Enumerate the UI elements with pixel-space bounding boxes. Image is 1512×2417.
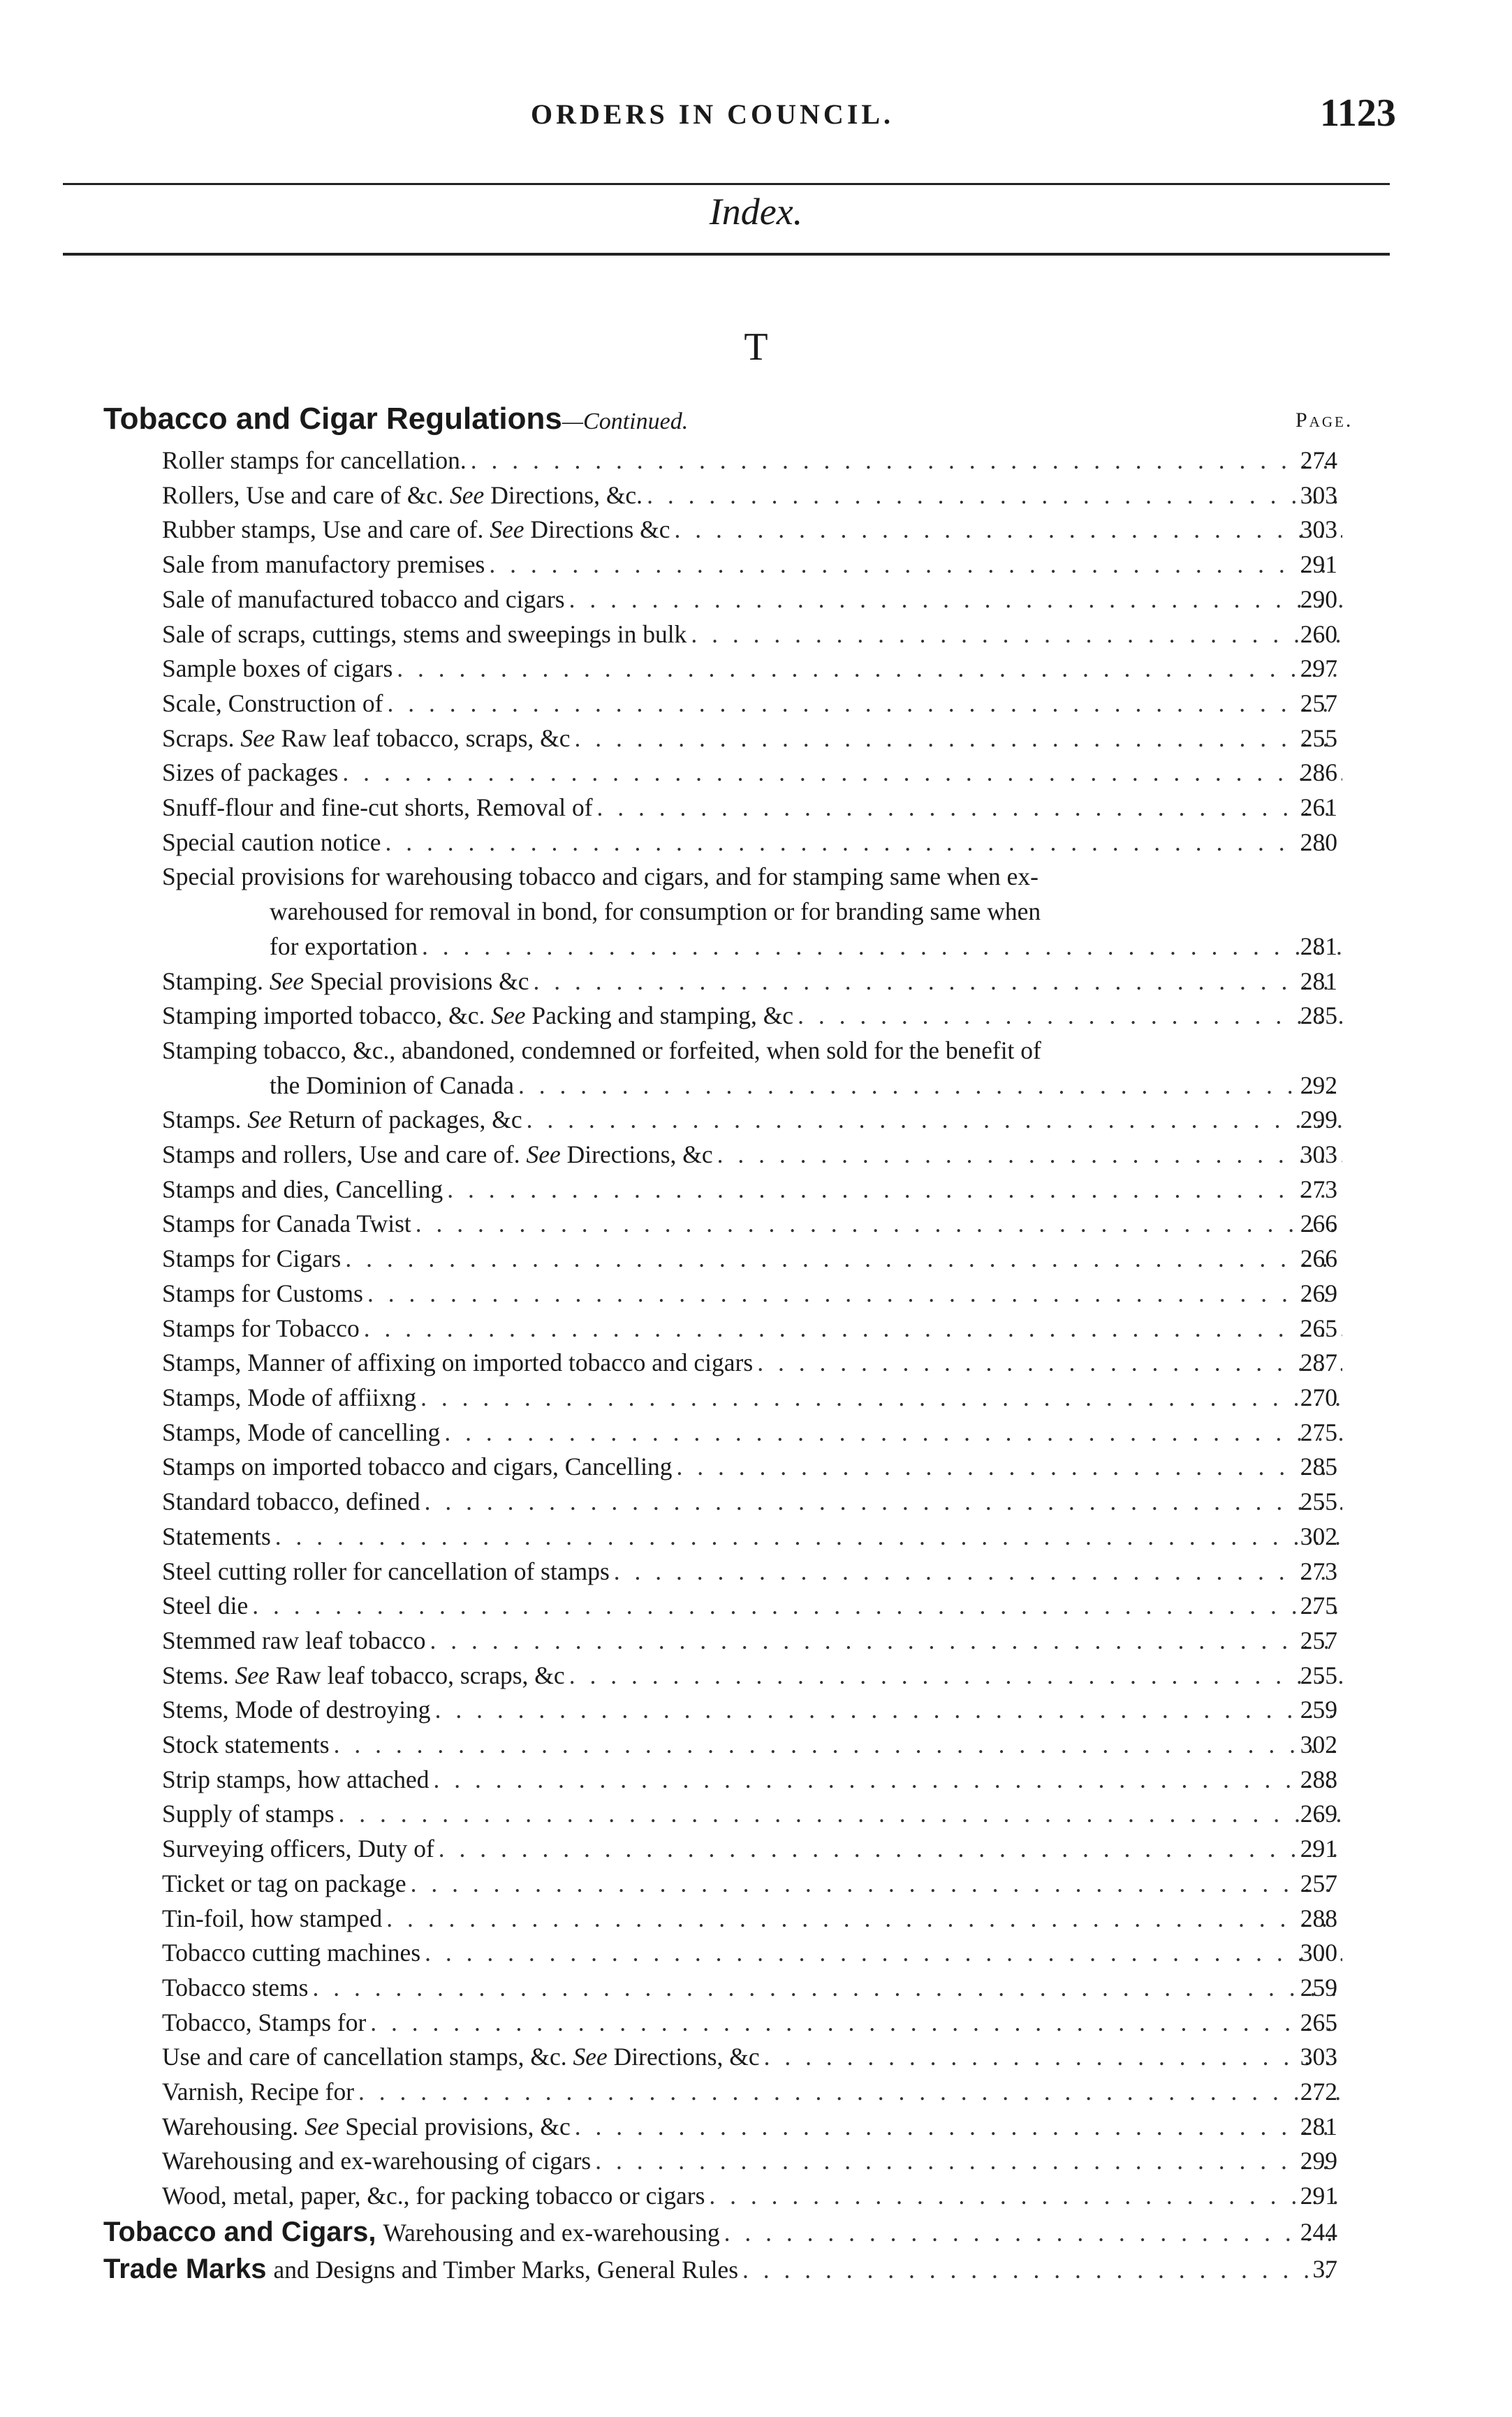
- dot-leader: [387, 686, 1342, 721]
- dot-leader: [439, 1832, 1342, 1867]
- see-reference-label: See: [490, 515, 524, 544]
- entry-text: [162, 1416, 440, 1450]
- entry-title: Warehousing.: [162, 2112, 299, 2140]
- entry-text: [162, 2006, 366, 2041]
- entry-heading: Tobacco and Cigars,: [103, 2216, 376, 2247]
- see-reference-label: See: [247, 1105, 282, 1134]
- index-entry: [0, 478, 1346, 513]
- index-entry: [0, 1103, 1346, 1138]
- entry-text: [162, 513, 670, 548]
- see-reference-label: See: [573, 2043, 608, 2071]
- entry-page: 269: [1300, 1800, 1337, 1828]
- dot-leader: [370, 2006, 1342, 2041]
- dot-leader: [364, 1312, 1342, 1346]
- entry-page: 244: [1300, 2217, 1337, 2246]
- entry-page: 303: [1300, 515, 1337, 544]
- entry-title: Scale, Construction of: [162, 689, 383, 717]
- dot-leader: [411, 1867, 1342, 1902]
- entry-text: [162, 1659, 565, 1694]
- index-entry: [0, 548, 1346, 582]
- index-entry: [0, 617, 1346, 652]
- entry-page: 265: [1300, 2008, 1337, 2036]
- entries-group-1: [0, 443, 1512, 860]
- entry-text: [162, 1138, 713, 1173]
- dot-leader: [724, 2214, 1342, 2251]
- entry-page: 288: [1300, 1904, 1337, 1932]
- entry-title: Strip stamps, how attached: [162, 1765, 430, 1793]
- entry-page: 266: [1300, 1244, 1337, 1273]
- entry-page: 269: [1300, 1279, 1337, 1307]
- entry-title: Standard tobacco, defined: [162, 1487, 420, 1516]
- entry-title: Sale from manufactory premises: [162, 550, 485, 579]
- entry-page: 299: [1300, 2147, 1337, 2175]
- entry-page: 281: [1300, 2112, 1337, 2140]
- dot-leader: [430, 1624, 1342, 1659]
- dot-leader: [420, 1381, 1342, 1416]
- see-reference-target: Directions, &c: [613, 2043, 760, 2071]
- see-reference-label: See: [240, 723, 275, 752]
- entry-page: 255: [1300, 1487, 1337, 1516]
- entry-text: [162, 548, 485, 582]
- entry-title: Stems, Mode of destroying: [162, 1696, 431, 1724]
- entry-page: 302: [1300, 1731, 1337, 1759]
- index-entry: [0, 1832, 1346, 1867]
- entry-title: Steel cutting roller for cancellation of stamps: [162, 1557, 610, 1585]
- entry-page: 275: [1300, 1418, 1337, 1446]
- entry-line: the Dominion of Canada: [270, 1071, 514, 1099]
- dot-leader: [275, 1520, 1342, 1555]
- dot-leader: [444, 1416, 1342, 1450]
- entry-title: Surveying officers, Duty of: [162, 1835, 434, 1863]
- index-entry: [0, 1346, 1346, 1381]
- dot-leader: [798, 999, 1342, 1034]
- dot-leader: [385, 825, 1342, 860]
- entry-page: 290: [1300, 585, 1337, 613]
- entry-page: 270: [1300, 1383, 1337, 1411]
- entry-line: Stamping tobacco, &c., abandoned, condemned or forfeited, when sold for the benefit of: [162, 1036, 1041, 1064]
- entry-page: 291: [1300, 550, 1337, 579]
- entries-group-2: [0, 964, 1512, 1034]
- see-reference-label: See: [526, 1140, 561, 1169]
- entry-page: 261: [1300, 793, 1337, 822]
- entry-text: [162, 1832, 434, 1867]
- see-reference-label: See: [304, 2112, 339, 2140]
- index-entry: [0, 2006, 1346, 2041]
- entry-text: [162, 1624, 426, 1659]
- see-reference-label: See: [269, 967, 304, 995]
- dot-leader: [342, 756, 1342, 791]
- entry-page: 285: [1300, 1453, 1337, 1481]
- running-title: ORDERS IN COUNCIL.: [531, 98, 895, 130]
- dot-leader: [447, 1173, 1342, 1207]
- index-entry: [0, 1173, 1346, 1207]
- entry-text: [162, 1867, 406, 1902]
- page-column-label: Page.: [1296, 409, 1353, 432]
- dot-leader: [425, 1936, 1342, 1971]
- index-entry-multiline: [0, 860, 1346, 964]
- dot-leader: [358, 2075, 1342, 2110]
- entry-page: 302: [1300, 1522, 1337, 1550]
- dot-leader: [345, 1242, 1342, 1277]
- index-entry: [0, 513, 1346, 548]
- entry-title: Ticket or tag on package: [162, 1869, 406, 1897]
- dot-leader: [595, 2144, 1342, 2179]
- entry-title: Stamps for Tobacco: [162, 1314, 360, 1342]
- entry-page: 257: [1300, 1626, 1337, 1654]
- dot-leader: [435, 1693, 1342, 1728]
- entry-text: [162, 721, 571, 756]
- see-reference-target: Directions &c: [530, 515, 670, 544]
- entry-title: Rollers, Use and care of &c.: [162, 480, 444, 509]
- entry-title: Tin-foil, how stamped: [162, 1904, 383, 1932]
- dot-leader: [527, 1103, 1342, 1138]
- entry-text: [162, 825, 381, 860]
- dot-leader: [757, 1346, 1342, 1381]
- dot-leader: [575, 721, 1342, 756]
- entry-title: Supply of stamps: [162, 1800, 335, 1828]
- entry-page: 297: [1300, 654, 1337, 683]
- section-rule: [63, 253, 1390, 256]
- entry-page: 273: [1300, 1557, 1337, 1585]
- entry-text: [162, 2075, 354, 2110]
- dot-leader: [534, 964, 1342, 999]
- see-reference-target: Raw leaf tobacco, scraps, &c: [281, 723, 571, 752]
- dot-leader: [742, 2251, 1342, 2288]
- index-entry: [0, 1867, 1346, 1902]
- top-level-entry: [0, 2251, 1346, 2288]
- dot-leader: [575, 2110, 1342, 2145]
- index-entry: [0, 1763, 1346, 1798]
- entry-text: [162, 1728, 330, 1763]
- entry-text: [162, 1693, 431, 1728]
- entry-page: 255: [1300, 1661, 1337, 1689]
- entry-title: Sample boxes of cigars: [162, 654, 393, 683]
- entry-text: [162, 1173, 443, 1207]
- see-reference-target: Raw leaf tobacco, scraps, &c: [275, 1661, 565, 1689]
- entry-text: [162, 791, 593, 825]
- entry-text: [162, 1277, 363, 1312]
- index-entry: [0, 1659, 1346, 1694]
- entry-title: Stamps for Cigars: [162, 1244, 342, 1273]
- index-entry-multiline: [0, 1034, 1346, 1103]
- index-entry: [0, 1242, 1346, 1277]
- index-entry: [0, 1207, 1346, 1242]
- index-entry: [0, 1138, 1346, 1173]
- index-entry: [0, 1589, 1346, 1624]
- entry-page: 260: [1300, 619, 1337, 648]
- dot-leader: [677, 1450, 1342, 1485]
- entry-page: 272: [1300, 2078, 1337, 2106]
- entry-page: 37: [1312, 2254, 1337, 2283]
- entry-line: for exportation: [270, 932, 418, 960]
- dot-leader: [691, 617, 1342, 652]
- entry-title: Stamps on imported tobacco and cigars, Cancelling: [162, 1453, 673, 1481]
- entry-title: Use and care of cancellation stamps, &c.: [162, 2043, 567, 2071]
- entry-title: Snuff-flour and fine-cut shorts, Removal of: [162, 793, 593, 822]
- index-entry: [0, 686, 1346, 721]
- entry-page: 275: [1300, 1592, 1337, 1620]
- entry-title: Stamps for Canada Twist: [162, 1210, 411, 1238]
- index-entry: [0, 2075, 1346, 2110]
- dot-leader: [397, 652, 1342, 686]
- entry-title: Stemmed raw leaf tobacco: [162, 1626, 426, 1654]
- dot-leader: [717, 1138, 1342, 1173]
- index-entry: [0, 1971, 1346, 2006]
- top-level-entry: [0, 2214, 1346, 2251]
- entry-text: [162, 1971, 308, 2006]
- entry-title: Stamps.: [162, 1105, 242, 1134]
- entry-text: [162, 1555, 610, 1589]
- entry-continuation: [162, 1068, 1346, 1103]
- dot-leader: [416, 1207, 1342, 1242]
- entry-title: Roller stamps for cancellation.: [162, 446, 467, 474]
- entry-title: Stock statements: [162, 1731, 330, 1759]
- entry-page: 286: [1300, 758, 1337, 787]
- entry-text: [162, 1520, 271, 1555]
- main-heading-row: [0, 402, 1512, 443]
- entry-text: [162, 1589, 248, 1624]
- index-entry: [0, 2040, 1346, 2075]
- entry-text: [162, 2110, 571, 2145]
- entry-page: 259: [1300, 1696, 1337, 1724]
- index-entry: [0, 2110, 1346, 2145]
- entry-page: 273: [1300, 1175, 1337, 1203]
- entry-line: Special provisions for warehousing tobacco and cigars, and for stamping same when ex-: [162, 862, 1038, 891]
- entry-text: [162, 756, 338, 791]
- entry-text: [162, 1381, 416, 1416]
- dot-leader: [489, 548, 1342, 582]
- entry-text: and Designs and Timber Marks, General Rules: [273, 2255, 739, 2284]
- index-entry: [0, 1277, 1346, 1312]
- entry-title: Stamping imported tobacco, &c.: [162, 1001, 485, 1030]
- entry-text: [162, 582, 565, 617]
- entry-text: [162, 964, 529, 999]
- entry-page: 257: [1300, 1869, 1337, 1897]
- index-entry: [0, 1902, 1346, 1937]
- running-head: [0, 91, 1512, 147]
- entry-text: [162, 1485, 420, 1520]
- entry-page: 292: [1300, 1071, 1337, 1099]
- entry-title: Stamps for Customs: [162, 1279, 363, 1307]
- main-heading: [103, 402, 688, 436]
- see-reference-label: See: [491, 1001, 526, 1030]
- dot-leader: [518, 1068, 1342, 1103]
- entry-title: Varnish, Recipe for: [162, 2078, 355, 2106]
- entry-title: Stems.: [162, 1661, 229, 1689]
- index-entry: [0, 1312, 1346, 1346]
- entry-title: Stamps, Manner of affixing on imported tobacco and cigars: [162, 1349, 754, 1377]
- entry-title: Tobacco stems: [162, 1973, 309, 2001]
- entry-page: 299: [1300, 1105, 1337, 1134]
- dot-leader: [614, 1555, 1342, 1589]
- dot-leader: [647, 478, 1342, 513]
- see-reference-label: See: [235, 1661, 270, 1689]
- see-reference-label: See: [450, 480, 485, 509]
- dot-leader: [339, 1797, 1342, 1832]
- entry-page: 291: [1300, 2182, 1337, 2210]
- section-label: Index.: [709, 191, 803, 233]
- entry-text: [162, 1207, 411, 1242]
- index-entry: [0, 2144, 1346, 2179]
- entry-page: 280: [1300, 828, 1337, 856]
- dot-leader: [334, 1728, 1342, 1763]
- see-reference-target: Directions, &c: [566, 1140, 713, 1169]
- entry-page: 265: [1300, 1314, 1337, 1342]
- entry-title: Wood, metal, paper, &c., for packing tobacco or cigars: [162, 2182, 705, 2210]
- entry-title: Rubber stamps, Use and care of.: [162, 515, 484, 544]
- entry-title: Scraps.: [162, 723, 235, 752]
- index-entry: [0, 1381, 1346, 1416]
- index-entry: [0, 1450, 1346, 1485]
- dot-leader: [675, 513, 1342, 548]
- index-entry: [0, 1797, 1346, 1832]
- entry-title: Warehousing and ex-warehousing of cigars: [162, 2147, 592, 2175]
- see-reference-target: Special provisions, &c: [345, 2112, 571, 2140]
- entry-text: [162, 1450, 673, 1485]
- index-entry: [0, 1485, 1346, 1520]
- index-entry: [0, 1936, 1346, 1971]
- entry-text: [162, 2040, 760, 2075]
- index-entry: [0, 2179, 1346, 2214]
- entry-text: [162, 1763, 430, 1798]
- entry-page: 303: [1300, 2043, 1337, 2071]
- index-entry: [0, 1416, 1346, 1450]
- entry-title: Tobacco, Stamps for: [162, 2008, 367, 2036]
- entries-group-3: [0, 1103, 1512, 2214]
- entry-text: [162, 2179, 705, 2214]
- dot-leader: [569, 1659, 1342, 1694]
- entry-title: Special caution notice: [162, 828, 381, 856]
- entry-page: 285: [1300, 1001, 1337, 1030]
- entry-page: 281: [1300, 967, 1337, 995]
- entry-text: [162, 1346, 753, 1381]
- entry-title: Stamps and dies, Cancelling: [162, 1175, 443, 1203]
- entry-text: [162, 686, 383, 721]
- entry-title: Sale of scraps, cuttings, stems and sweepings in bulk: [162, 619, 687, 648]
- see-reference-target: Packing and stamping, &c: [531, 1001, 794, 1030]
- entry-text: [162, 1242, 341, 1277]
- top-rule: [63, 183, 1390, 185]
- dot-leader: [764, 2040, 1342, 2075]
- entry-text: [162, 617, 687, 652]
- entry-title: Tobacco cutting machines: [162, 1939, 421, 1967]
- entry-page: 303: [1300, 480, 1337, 509]
- dot-leader: [422, 930, 1342, 964]
- entry-text: Warehousing and ex-warehousing: [383, 2218, 720, 2247]
- page-number: 1123: [1320, 91, 1396, 135]
- letter-heading: T: [744, 325, 768, 369]
- entry-page: 303: [1300, 1140, 1337, 1169]
- main-heading-title: Tobacco and Cigar Regulations: [103, 402, 562, 436]
- index-entry: [0, 1728, 1346, 1763]
- entry-text: [162, 1312, 360, 1346]
- see-reference-target: Directions, &c.: [490, 480, 643, 509]
- entry-text: [162, 999, 793, 1034]
- dot-leader: [597, 791, 1342, 825]
- entry-page: 287: [1300, 1349, 1337, 1377]
- index-entry: [0, 582, 1346, 617]
- index-entry: [0, 443, 1346, 478]
- entry-line: warehoused for removal in bond, for consumption or for branding same when: [270, 897, 1041, 926]
- dot-leader: [434, 1763, 1342, 1798]
- index-entry: [0, 756, 1346, 791]
- main-heading-continued: —Continued.: [562, 409, 689, 434]
- dot-leader: [569, 582, 1342, 617]
- index-entry: [0, 964, 1346, 999]
- entry-text: [162, 1902, 382, 1937]
- index-entry: [0, 999, 1346, 1034]
- entry-text: [162, 1797, 335, 1832]
- entry-text: [162, 1936, 420, 1971]
- entry-text: [162, 478, 643, 513]
- entry-title: Stamps, Mode of affiixng: [162, 1383, 417, 1411]
- dot-leader: [471, 443, 1342, 478]
- dot-leader: [312, 1971, 1342, 2006]
- index-block: [0, 402, 1512, 2288]
- dot-leader: [367, 1277, 1342, 1312]
- entry-title: Statements: [162, 1522, 271, 1550]
- dot-leader: [425, 1485, 1342, 1520]
- dot-leader: [709, 2179, 1342, 2214]
- entry-page: 288: [1300, 1765, 1337, 1793]
- entry-title: Sale of manufactured tobacco and cigars: [162, 585, 565, 613]
- entry-continuation: [162, 930, 1346, 964]
- dot-leader: [252, 1589, 1342, 1624]
- dot-leader: [386, 1902, 1342, 1937]
- entry-title: Stamps, Mode of cancelling: [162, 1418, 441, 1446]
- entry-page: 281: [1300, 932, 1337, 960]
- index-entry: [0, 1555, 1346, 1589]
- entry-title: Sizes of packages: [162, 758, 339, 787]
- index-entry: [0, 825, 1346, 860]
- entry-title: Steel die: [162, 1592, 249, 1620]
- entry-page: 274: [1300, 446, 1337, 474]
- entry-page: 259: [1300, 1973, 1337, 2001]
- index-entry: [0, 1520, 1346, 1555]
- entry-text: [162, 443, 467, 478]
- index-entry: [0, 1693, 1346, 1728]
- entry-text: [162, 2144, 591, 2179]
- entry-title: Stamps and rollers, Use and care of.: [162, 1140, 520, 1169]
- index-entry: [0, 721, 1346, 756]
- index-entry: [0, 652, 1346, 686]
- entry-heading: Trade Marks: [103, 2253, 267, 2284]
- entry-page: 291: [1300, 1835, 1337, 1863]
- index-entry: [0, 1624, 1346, 1659]
- index-entry: [0, 791, 1346, 825]
- entry-page: 257: [1300, 689, 1337, 717]
- entry-text: [162, 1103, 522, 1138]
- entry-text: [162, 652, 392, 686]
- top-level-entries: [0, 2214, 1512, 2288]
- entry-page: 266: [1300, 1210, 1337, 1238]
- entry-page: 300: [1300, 1939, 1337, 1967]
- see-reference-target: Special provisions &c: [309, 967, 529, 995]
- see-reference-target: Return of packages, &c: [288, 1105, 522, 1134]
- entry-title: Stamping.: [162, 967, 263, 995]
- entry-page: 255: [1300, 723, 1337, 752]
- entry-continuation: [162, 895, 1346, 930]
